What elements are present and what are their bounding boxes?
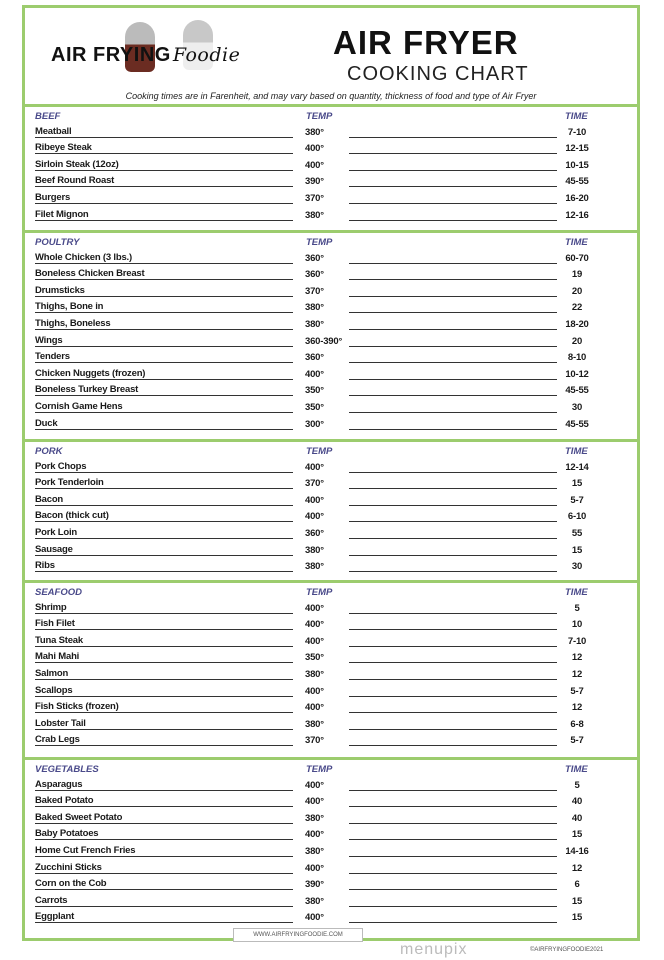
- fill-line: [349, 412, 557, 413]
- table-row: [25, 860, 637, 877]
- temperature: 380°: [305, 668, 324, 680]
- food-name-text: Beef Round Roast: [35, 175, 115, 187]
- cook-time: 16-20: [565, 192, 589, 204]
- temperature: 400°: [305, 702, 324, 714]
- table-row: [25, 910, 637, 927]
- food-name-text: Zucchini Sticks: [35, 861, 102, 873]
- food-name: [35, 510, 293, 522]
- page-title: AIR FRYER: [333, 24, 519, 61]
- food-name: [35, 828, 293, 840]
- cook-time: 15: [571, 912, 583, 924]
- website-label: WWW.AIRFRYINGFOODIE.COM: [233, 928, 363, 942]
- table-row: [25, 300, 637, 317]
- temperature: 400°: [305, 368, 324, 380]
- cook-time: 30: [571, 561, 583, 573]
- fill-line: [349, 296, 557, 297]
- table-row: [25, 893, 637, 910]
- cook-time: 45-55: [565, 176, 589, 188]
- section-vegetables: [25, 757, 637, 938]
- temp-column-header: TEMP: [306, 587, 333, 598]
- table-row: [25, 733, 637, 750]
- food-name: [35, 384, 293, 396]
- cook-time: 60-70: [565, 252, 589, 264]
- temperature: 370°: [305, 285, 324, 297]
- page-subtitle: COOKING CHART: [347, 63, 529, 85]
- food-name-text: Mahi Mahi: [35, 651, 80, 663]
- cook-time: 55: [571, 527, 583, 539]
- food-name: [35, 142, 293, 154]
- food-name-text: Cornish Game Hens: [35, 400, 123, 412]
- food-name-text: Meatball: [35, 125, 72, 137]
- food-name-text: Sausage: [35, 543, 73, 555]
- cook-time: 12: [571, 668, 583, 680]
- cook-time: 15: [571, 829, 583, 841]
- food-name: [35, 368, 293, 380]
- food-name-text: Shrimp: [35, 601, 67, 613]
- cook-time: 6-8: [570, 718, 584, 730]
- cooking-chart: [22, 5, 640, 941]
- temperature: 380°: [305, 318, 324, 330]
- food-name: [35, 209, 293, 221]
- temp-column-header: TEMP: [306, 237, 333, 248]
- temperature: 360°: [305, 252, 324, 264]
- fill-line: [349, 170, 557, 171]
- table-row: [25, 416, 637, 433]
- temperature: 400°: [305, 862, 324, 874]
- food-name: [35, 734, 293, 746]
- food-name: [35, 812, 293, 824]
- fill-line: [349, 555, 557, 556]
- fill-line: [349, 429, 557, 430]
- fill-line: [349, 889, 557, 890]
- food-name: [35, 351, 293, 363]
- food-name: [35, 845, 293, 857]
- food-name: [35, 635, 293, 647]
- fill-line: [349, 906, 557, 907]
- food-name-text: Tenders: [35, 351, 70, 363]
- food-name-text: Ribeye Steak: [35, 142, 92, 154]
- temperature: 400°: [305, 159, 324, 171]
- fill-line: [349, 488, 557, 489]
- cook-time: 45-55: [565, 418, 589, 430]
- table-row: [25, 350, 637, 367]
- temperature: 400°: [305, 143, 324, 155]
- cook-time: 19: [571, 269, 583, 281]
- fill-line: [349, 712, 557, 713]
- table-row: [25, 250, 637, 267]
- cook-time: 14-16: [565, 845, 589, 857]
- temperature: 370°: [305, 735, 324, 747]
- temperature: 400°: [305, 461, 324, 473]
- cook-time: 15: [571, 478, 583, 490]
- food-name: [35, 602, 293, 614]
- cook-time: 7-10: [567, 635, 587, 647]
- food-name: [35, 718, 293, 730]
- temperature: 400°: [305, 494, 324, 506]
- table-row: [25, 399, 637, 416]
- food-name-text: Thighs, Bone in: [35, 301, 104, 313]
- section-header: [25, 108, 637, 124]
- table-row: [25, 383, 637, 400]
- fill-line: [349, 220, 557, 221]
- food-name-text: Burgers: [35, 191, 71, 203]
- temperature: 380°: [305, 302, 324, 314]
- food-name-text: Baked Potato: [35, 795, 94, 807]
- section-poultry: [25, 230, 637, 439]
- temperature: 400°: [305, 779, 324, 791]
- table-row: [25, 124, 637, 141]
- food-name: [35, 335, 293, 347]
- food-name-text: Chicken Nuggets (frozen): [35, 367, 146, 379]
- table-row: [25, 525, 637, 542]
- food-name-text: Tuna Steak: [35, 634, 83, 646]
- temperature: 400°: [305, 619, 324, 631]
- table-row: [25, 316, 637, 333]
- food-name: [35, 862, 293, 874]
- table-row: [25, 559, 637, 576]
- fill-line: [349, 521, 557, 522]
- fill-line: [349, 790, 557, 791]
- food-name-text: Bacon (thick cut): [35, 510, 109, 522]
- fill-line: [349, 362, 557, 363]
- cook-time: 10-15: [565, 159, 589, 171]
- food-name-text: Carrots: [35, 894, 68, 906]
- table-row: [25, 459, 637, 476]
- table-row: [25, 190, 637, 207]
- fill-line: [349, 856, 557, 857]
- food-name: [35, 285, 293, 297]
- section-title: VEGETABLES: [35, 764, 99, 775]
- chart-header: [25, 8, 637, 104]
- watermark: menupix: [400, 941, 468, 958]
- food-name-text: Ribs: [35, 560, 55, 572]
- food-name-text: Thighs, Boneless: [35, 317, 111, 329]
- table-row: [25, 617, 637, 634]
- fill-line: [349, 137, 557, 138]
- table-row: [25, 509, 637, 526]
- cook-time: 10: [571, 619, 583, 631]
- food-name-text: Boneless Turkey Breast: [35, 384, 139, 396]
- table-row: [25, 633, 637, 650]
- table-row: [25, 333, 637, 350]
- food-name: [35, 878, 293, 890]
- table-row: [25, 716, 637, 733]
- fill-line: [349, 662, 557, 663]
- food-name: [35, 192, 293, 204]
- food-name-text: Home Cut French Fries: [35, 844, 136, 856]
- food-name-text: Bacon: [35, 493, 64, 505]
- food-name: [35, 701, 293, 713]
- food-name: [35, 477, 293, 489]
- table-row: [25, 600, 637, 617]
- fill-line: [349, 379, 557, 380]
- cook-time: 5: [574, 779, 580, 791]
- food-name: [35, 418, 293, 430]
- table-row: [25, 700, 637, 717]
- fill-line: [349, 186, 557, 187]
- fill-line: [349, 203, 557, 204]
- table-row: [25, 157, 637, 174]
- table-row: [25, 141, 637, 158]
- food-name-text: Crab Legs: [35, 734, 80, 746]
- cook-time: 6-10: [567, 511, 587, 523]
- table-row: [25, 174, 637, 191]
- disclaimer-note: Cooking times are in Farenheit, and may vary based on quantity, thickness of food and type of Air Fryer: [125, 91, 537, 101]
- table-row: [25, 794, 637, 811]
- section-header: [25, 234, 637, 250]
- table-row: [25, 542, 637, 559]
- food-name-text: Corn on the Cob: [35, 878, 107, 890]
- food-name: [35, 895, 293, 907]
- food-name-text: Boneless Chicken Breast: [35, 268, 145, 280]
- temperature: 380°: [305, 126, 324, 138]
- cook-time: 30: [571, 401, 583, 413]
- cook-time: 12: [571, 652, 583, 664]
- section-title: SEAFOOD: [35, 587, 82, 598]
- temperature: 400°: [305, 829, 324, 841]
- food-name-text: Scallops: [35, 684, 73, 696]
- food-name-text: Sirloin Steak (12oz): [35, 158, 119, 170]
- cook-time: 15: [571, 895, 583, 907]
- food-name: [35, 494, 293, 506]
- food-name: [35, 159, 293, 171]
- food-name: [35, 668, 293, 680]
- food-name: [35, 618, 293, 630]
- food-name-text: Duck: [35, 417, 58, 429]
- cook-time: 6: [574, 879, 580, 891]
- food-name-text: Baby Potatoes: [35, 828, 99, 840]
- food-name: [35, 544, 293, 556]
- section-header: [25, 761, 637, 777]
- table-row: [25, 827, 637, 844]
- table-row: [25, 650, 637, 667]
- temperature: 360°: [305, 527, 324, 539]
- table-row: [25, 777, 637, 794]
- temperature: 360°: [305, 269, 324, 281]
- temp-column-header: TEMP: [306, 446, 333, 457]
- temperature: 400°: [305, 511, 324, 523]
- temperature: 400°: [305, 912, 324, 924]
- section-title: POULTRY: [35, 237, 80, 248]
- food-name: [35, 560, 293, 572]
- food-name: [35, 779, 293, 791]
- food-name-text: Fish Sticks (frozen): [35, 701, 119, 713]
- food-name-text: Filet Mignon: [35, 208, 89, 220]
- time-column-header: TIME: [565, 764, 588, 775]
- cook-time: 20: [571, 335, 583, 347]
- fill-line: [349, 279, 557, 280]
- temperature: 380°: [305, 812, 324, 824]
- food-name-text: Salmon: [35, 667, 69, 679]
- temperature: 400°: [305, 685, 324, 697]
- section-seafood: [25, 580, 637, 757]
- cook-time: 12: [571, 702, 583, 714]
- temperature: 360°: [305, 352, 324, 364]
- fill-line: [349, 745, 557, 746]
- fill-line: [349, 153, 557, 154]
- table-row: [25, 843, 637, 860]
- fill-line: [349, 823, 557, 824]
- cook-time: 12-15: [565, 143, 589, 155]
- temperature: 380°: [305, 544, 324, 556]
- temperature: 380°: [305, 209, 324, 221]
- cook-time: 18-20: [565, 318, 589, 330]
- fill-line: [349, 629, 557, 630]
- table-row: [25, 492, 637, 509]
- food-name: [35, 318, 293, 330]
- food-name: [35, 301, 293, 313]
- food-name: [35, 685, 293, 697]
- fill-line: [349, 696, 557, 697]
- table-row: [25, 877, 637, 894]
- temperature: 360-390°: [305, 335, 343, 347]
- fill-line: [349, 922, 557, 923]
- temperature: 350°: [305, 385, 324, 397]
- cook-time: 12-14: [565, 461, 589, 473]
- temperature: 380°: [305, 718, 324, 730]
- cook-time: 5: [574, 602, 580, 614]
- food-name: [35, 795, 293, 807]
- time-column-header: TIME: [565, 446, 588, 457]
- temperature: 390°: [305, 176, 324, 188]
- temperature: 400°: [305, 635, 324, 647]
- cook-time: 8-10: [567, 352, 587, 364]
- temp-column-header: TEMP: [306, 764, 333, 775]
- fill-line: [349, 395, 557, 396]
- cook-time: 12-16: [565, 209, 589, 221]
- table-row: [25, 366, 637, 383]
- cook-time: 5-7: [570, 735, 584, 747]
- cook-time: 40: [571, 812, 583, 824]
- fill-line: [349, 346, 557, 347]
- time-column-header: TIME: [565, 587, 588, 598]
- cook-time: 22: [571, 302, 583, 314]
- fill-line: [349, 538, 557, 539]
- cook-time: 12: [571, 862, 583, 874]
- food-name-text: Asparagus: [35, 778, 83, 790]
- table-row: [25, 810, 637, 827]
- cook-time: 10-12: [565, 368, 589, 380]
- temp-column-header: TEMP: [306, 111, 333, 122]
- food-name-text: Pork Tenderloin: [35, 477, 104, 489]
- brand-logo: AIR FRYING Foodie: [51, 44, 241, 66]
- food-name: [35, 401, 293, 413]
- fill-line: [349, 613, 557, 614]
- temperature: 370°: [305, 478, 324, 490]
- fill-line: [349, 571, 557, 572]
- section-title: PORK: [35, 446, 63, 457]
- food-name: [35, 175, 293, 187]
- cook-time: 5-7: [570, 494, 584, 506]
- cook-time: 15: [571, 544, 583, 556]
- time-column-header: TIME: [565, 111, 588, 122]
- table-row: [25, 283, 637, 300]
- temperature: 390°: [305, 879, 324, 891]
- fill-line: [349, 646, 557, 647]
- food-name-text: Eggplant: [35, 911, 75, 923]
- food-name-text: Drumsticks: [35, 284, 85, 296]
- copyright: ©AIRFRYINGFOODIE2021: [530, 947, 604, 953]
- food-name: [35, 911, 293, 923]
- section-beef: [25, 104, 637, 230]
- fill-line: [349, 329, 557, 330]
- temperature: 380°: [305, 895, 324, 907]
- section-title: BEEF: [35, 111, 61, 122]
- food-name-text: Wings: [35, 334, 63, 346]
- food-name: [35, 126, 293, 138]
- food-name: [35, 527, 293, 539]
- fill-line: [349, 263, 557, 264]
- fill-line: [349, 839, 557, 840]
- food-name-text: Baked Sweet Potato: [35, 811, 123, 823]
- cook-time: 20: [571, 285, 583, 297]
- cook-time: 5-7: [570, 685, 584, 697]
- time-column-header: TIME: [565, 237, 588, 248]
- food-name-text: Whole Chicken (3 lbs.): [35, 251, 132, 263]
- fill-line: [349, 679, 557, 680]
- table-row: [25, 476, 637, 493]
- cook-time: 40: [571, 796, 583, 808]
- food-name-text: Lobster Tail: [35, 717, 86, 729]
- food-name: [35, 461, 293, 473]
- section-header: [25, 584, 637, 600]
- temperature: 400°: [305, 796, 324, 808]
- fill-line: [349, 806, 557, 807]
- temperature: 350°: [305, 652, 324, 664]
- cook-time: 45-55: [565, 385, 589, 397]
- table-row: [25, 267, 637, 284]
- temperature: 370°: [305, 192, 324, 204]
- fill-line: [349, 729, 557, 730]
- food-name-text: Pork Loin: [35, 526, 78, 538]
- section-header: [25, 443, 637, 459]
- temperature: 300°: [305, 418, 324, 430]
- fill-line: [349, 472, 557, 473]
- food-name-text: Pork Chops: [35, 460, 87, 472]
- temperature: 380°: [305, 561, 324, 573]
- fill-line: [349, 505, 557, 506]
- temperature: 380°: [305, 845, 324, 857]
- temperature: 400°: [305, 602, 324, 614]
- food-name-text: Fish Filet: [35, 618, 75, 630]
- cook-time: 7-10: [567, 126, 587, 138]
- fill-line: [349, 873, 557, 874]
- food-name: [35, 252, 293, 264]
- section-pork: [25, 439, 637, 580]
- fill-line: [349, 312, 557, 313]
- food-name: [35, 651, 293, 663]
- table-row: [25, 666, 637, 683]
- table-row: [25, 207, 637, 224]
- food-name: [35, 268, 293, 280]
- table-row: [25, 683, 637, 700]
- temperature: 350°: [305, 401, 324, 413]
